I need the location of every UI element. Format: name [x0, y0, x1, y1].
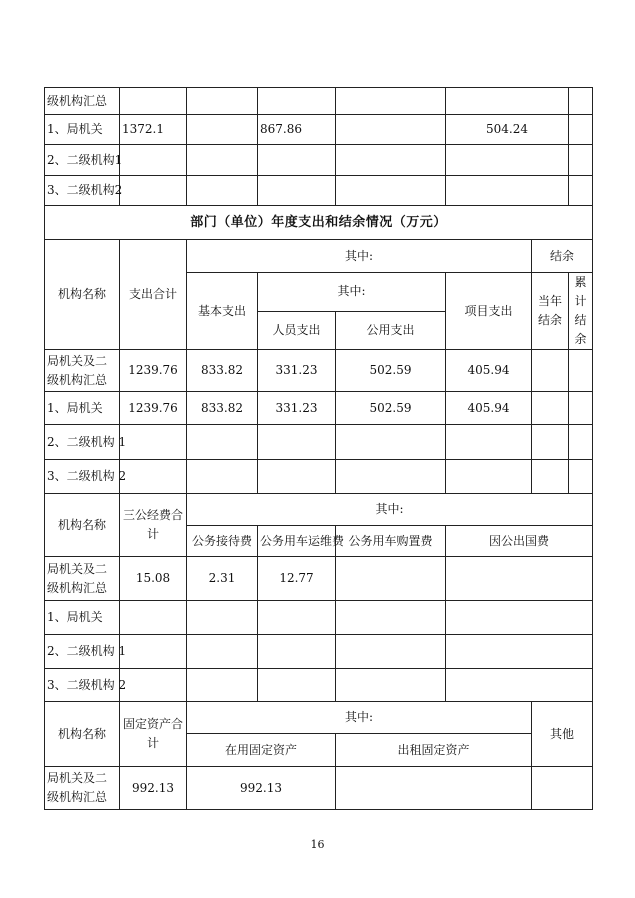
org-name-cell: 级机构汇总 [45, 88, 120, 115]
value-cell [258, 88, 336, 115]
value-cell [336, 176, 446, 206]
table-row [45, 350, 593, 392]
org-name-cell: 2、二级机构 1 [45, 425, 120, 460]
table-row [45, 601, 593, 635]
value-cell [532, 425, 569, 460]
value-cell [446, 145, 569, 176]
value-cell [569, 392, 593, 425]
value-cell [120, 425, 187, 460]
org-name-cell: 2、二级机构 1 [45, 635, 120, 669]
value-cell: 833.82 [187, 392, 258, 425]
column-header: 累计结余 [569, 273, 593, 350]
column-header: 机构名称 [45, 702, 120, 767]
column-header: 其中: [187, 240, 532, 273]
value-cell [258, 145, 336, 176]
value-cell [569, 350, 593, 392]
value-cell: 867.86 [258, 115, 336, 145]
value-cell [569, 145, 593, 176]
value-cell: 405.94 [446, 392, 532, 425]
value-cell: 502.59 [336, 350, 446, 392]
value-cell: 504.24 [446, 115, 569, 145]
value-cell [258, 460, 336, 494]
column-header: 在用固定资产 [187, 734, 336, 767]
value-cell [187, 669, 258, 702]
table-row [45, 88, 593, 115]
value-cell [258, 601, 336, 635]
table-row [45, 392, 593, 425]
org-name-cell: 1、局机关 [45, 392, 120, 425]
value-cell [336, 767, 532, 810]
column-header: 基本支出 [187, 273, 258, 350]
value-cell [336, 425, 446, 460]
value-cell [187, 425, 258, 460]
value-cell [336, 145, 446, 176]
section-title-row [45, 206, 593, 240]
value-cell [569, 88, 593, 115]
org-name-cell: 1、局机关 [45, 601, 120, 635]
column-header: 公务接待费 [187, 526, 258, 557]
header-row [45, 494, 593, 526]
value-cell [336, 460, 446, 494]
value-cell [187, 88, 258, 115]
value-cell [336, 635, 446, 669]
value-cell [569, 176, 593, 206]
page-number: 16 [310, 838, 325, 851]
budget-table [44, 87, 593, 810]
column-header: 结余 [532, 240, 593, 273]
value-cell [569, 115, 593, 145]
org-name-cell: 3、二级机构2 [45, 176, 120, 206]
value-cell [120, 669, 187, 702]
value-cell [120, 460, 187, 494]
value-cell [258, 669, 336, 702]
org-name-cell: 局机关及二级机构汇总 [45, 557, 120, 601]
value-cell [446, 460, 532, 494]
value-cell [187, 635, 258, 669]
value-cell [336, 115, 446, 145]
table-row [45, 460, 593, 494]
value-cell: 2.31 [187, 557, 258, 601]
column-header: 固定资产合计 [120, 702, 187, 767]
value-cell [120, 88, 187, 115]
value-cell: 331.23 [258, 392, 336, 425]
value-cell [446, 176, 569, 206]
value-cell: 12.77 [258, 557, 336, 601]
value-cell [532, 460, 569, 494]
value-cell [258, 635, 336, 669]
value-cell [187, 145, 258, 176]
value-cell [569, 425, 593, 460]
value-cell [187, 176, 258, 206]
value-cell: 1239.76 [120, 350, 187, 392]
value-cell [446, 425, 532, 460]
org-name-cell: 局机关及二级机构汇总 [45, 350, 120, 392]
value-cell [446, 557, 593, 601]
column-header: 项目支出 [446, 273, 532, 350]
org-name-cell: 1、局机关 [45, 115, 120, 145]
column-header: 公务用车运维费 [258, 526, 336, 557]
value-cell [532, 767, 593, 810]
column-header: 支出合计 [120, 240, 187, 350]
org-name-cell: 局机关及二级机构汇总 [45, 767, 120, 810]
header-row [45, 240, 593, 273]
table-row [45, 145, 593, 176]
value-cell [446, 601, 593, 635]
value-cell: 1372.1 [120, 115, 187, 145]
table-row [45, 557, 593, 601]
value-cell [120, 601, 187, 635]
value-cell: 833.82 [187, 350, 258, 392]
column-header: 人员支出 [258, 311, 336, 350]
value-cell [336, 669, 446, 702]
value-cell [120, 145, 187, 176]
column-header: 机构名称 [45, 240, 120, 350]
org-name-cell: 3、二级机构 2 [45, 669, 120, 702]
table-row [45, 635, 593, 669]
header-row [45, 702, 593, 734]
value-cell [120, 635, 187, 669]
value-cell [187, 601, 258, 635]
value-cell: 405.94 [446, 350, 532, 392]
column-header: 出租固定资产 [336, 734, 532, 767]
column-header: 公用支出 [336, 311, 446, 350]
value-cell [532, 392, 569, 425]
value-cell [258, 425, 336, 460]
table-row [45, 669, 593, 702]
value-cell [258, 176, 336, 206]
table-row [45, 425, 593, 460]
value-cell [446, 669, 593, 702]
column-header: 因公出国费 [446, 526, 593, 557]
column-header: 其中: [187, 494, 593, 526]
value-cell [336, 601, 446, 635]
column-header: 其他 [532, 702, 593, 767]
column-header: 公务用车购置费 [336, 526, 446, 557]
value-cell: 1239.76 [120, 392, 187, 425]
column-header: 机构名称 [45, 494, 120, 557]
value-cell [446, 635, 593, 669]
section-title: 部门（单位）年度支出和结余情况（万元） [45, 206, 593, 240]
org-name-cell: 2、二级机构1 [45, 145, 120, 176]
value-cell: 992.13 [120, 767, 187, 810]
value-cell [187, 115, 258, 145]
column-header: 三公经费合计 [120, 494, 187, 557]
value-cell [336, 88, 446, 115]
value-cell: 502.59 [336, 392, 446, 425]
value-cell: 992.13 [187, 767, 336, 810]
column-header: 其中: [187, 702, 532, 734]
report-table [44, 87, 592, 810]
table-row [45, 767, 593, 810]
value-cell [569, 460, 593, 494]
org-name-cell: 3、二级机构 2 [45, 460, 120, 494]
value-cell [532, 350, 569, 392]
value-cell [120, 176, 187, 206]
column-header: 当年结余 [532, 273, 569, 350]
table-row [45, 115, 593, 145]
value-cell [446, 88, 569, 115]
value-cell [336, 557, 446, 601]
value-cell: 331.23 [258, 350, 336, 392]
value-cell: 15.08 [120, 557, 187, 601]
table-row [45, 176, 593, 206]
value-cell [187, 460, 258, 494]
column-header: 其中: [258, 273, 446, 312]
